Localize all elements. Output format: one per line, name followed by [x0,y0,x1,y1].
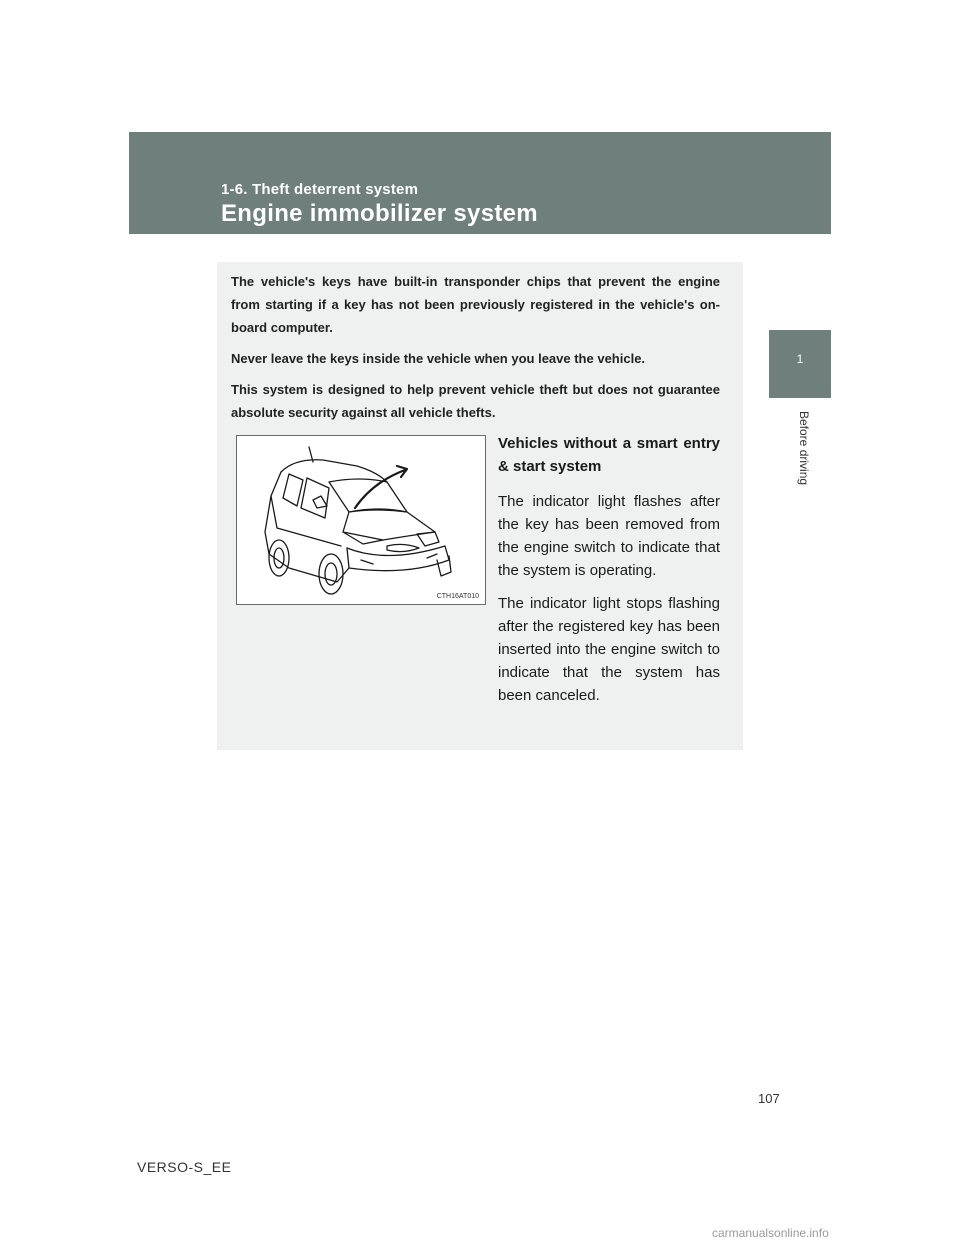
chapter-tab[interactable] [769,330,831,398]
intro-paragraph-3: This system is designed to help prevent vehicle theft but does not guarantee absolute security against all vehicle thefts. [231,382,720,420]
intro-text [231,270,720,432]
subsection [498,432,720,707]
figure-code: CTH16AT010 [436,593,479,600]
model-code: VERSO-S_EE [137,1159,232,1175]
chapter-label: Before driving [797,411,811,486]
intro-paragraph-2: Never leave the keys inside the vehicle when you leave the vehicle. [231,351,646,366]
car-illustration [236,435,486,605]
header-band [129,132,831,234]
intro-paragraph-1: The vehicle's keys have built-in transponder chips that prevent the engine from starting if a key has not been previously registered in the vehicle's on-board computer. [231,274,720,335]
subsection-paragraph-2: The indicator light stops flashing after the registered key has been inserted into the engine switch to indicate that the system has been canceled. [498,595,720,704]
chapter-number: 1 [796,352,804,366]
subsection-paragraph-1: The indicator light flashes after the key has been removed from the engine switch to indicate that the system is operating. [498,493,720,579]
page-number: 107 [758,1091,780,1106]
content-box [217,262,743,750]
watermark: carmanualsonline.info [712,1226,829,1240]
subsection-heading: Vehicles without a smart entry & start system [498,435,720,475]
page-title: Engine immobilizer system [221,200,538,227]
section-label: 1-6. Theft deterrent system [221,181,419,198]
car-icon [237,436,485,604]
